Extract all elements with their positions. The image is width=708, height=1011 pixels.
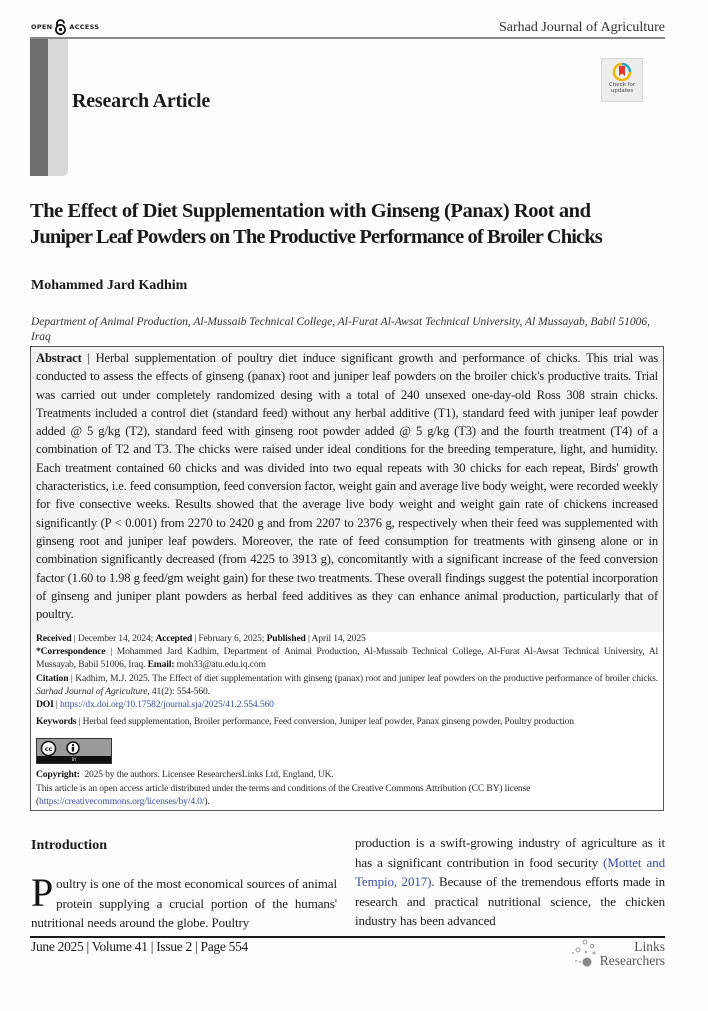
- correspondence-label: *Correspondence: [36, 646, 106, 658]
- published-label: Published: [266, 633, 306, 644]
- publisher-logo: [567, 937, 667, 971]
- author-name: Mohammed Jard Kadhim: [31, 278, 188, 293]
- article-title-line2: Juniper Leaf Powders on The Productive Performance of Broiler Chicks: [30, 226, 602, 248]
- article-title: [30, 198, 670, 250]
- abstract-label: Abstract: [36, 351, 82, 365]
- received-date: December 14, 2024;: [77, 633, 154, 644]
- introduction-column-1: [31, 870, 337, 933]
- abstract-section: [31, 347, 663, 632]
- citation-label: Citation: [36, 672, 69, 684]
- citation-link[interactable]: (Mottet and Tempio, 2017): [355, 854, 665, 889]
- drop-cap: P: [31, 870, 54, 915]
- publisher-name-line2: Researchers: [599, 953, 665, 968]
- check-for-updates-button[interactable]: [601, 58, 643, 102]
- creative-commons-icon: [40, 740, 86, 757]
- accepted-label: Accepted: [155, 633, 193, 644]
- issue-info: June 2025 | Volume 41 | Issue 2 | Page 554: [31, 939, 248, 954]
- correspondence-text: Mohammed Jard Kadhim, Department of Animal Production, Al-Mussaib Technical College, Al-Furat Al-Awsat Technical University, Al Mussayab, Babil 51006, Iraq.: [36, 646, 658, 671]
- citation-journal: Sarhad Journal of Agriculture,: [36, 685, 150, 697]
- accepted-date: February 6, 2025;: [198, 633, 265, 644]
- introduction-column-2: [355, 833, 665, 931]
- citation-text: Kadhim, M.J. 2025. The Effect of diet supplementation with ginseng (panax) root and juniper leaf powders on the productive performance of broiler chicks.: [75, 672, 658, 684]
- introduction-heading: Introduction: [31, 838, 107, 853]
- header-divider: [30, 37, 665, 39]
- introduction-col2-text-after: . Because of the tremendous efforts made in research and practical nutritional science, the chicken industry has been advanced: [355, 874, 665, 928]
- citation-volume-pages: 41(2): 554-560.: [151, 685, 210, 697]
- copyright-label: Copyright:: [36, 769, 80, 781]
- doi-link[interactable]: https://dx.doi.org/10.17582/journal.sja/2025/41.2.554.560: [59, 699, 274, 711]
- citation-row: Citation | Kadhim, M.J. 2025. The Effect of diet supplementation with ginseng (panax) root and juniper leaf powders on the productive performance of broiler chicks. Sarhad Journal of Agriculture, 41(2): 554-560.: [36, 672, 658, 697]
- copyright-row: [36, 768, 658, 781]
- license-link[interactable]: https://creativecommons.org/licenses/by/4.0/: [39, 795, 205, 807]
- abstract-text: Herbal supplementation of poultry diet induce significant growth and performance of chicks. This trial was conducted to assess the effects of ginseng (panax) root and juniper leaf powders on the broiler chick's productive traits. Trial was carried out under completely randomized desing with a total of 240 unsexed one-day-old Ross 308 strain chicks. Treatments included a control diet (standard feed) without any herbal additive (T1), standard feed with juniper leaf powder added @ 5 g/kg (T2), standard feed with ginseng root powder added @ 5 g/kg (T3) and the fourth treatment (T4) of a combination of T2 and T3. The chicks were raised under ideal conditions for the breeding temperature, light, and humidity. Each treatment contained 60 chicks and was divided into two equal repeats with 30 chicks for each repeat, Birds' growth characteristics, i.e. feed consumption, feed conversion factor, weight gain and average live body weight, were recorded weekly for five consective weeks. Results showed that the average live body weight and weight gain rate of chickens increased significantly (P < 0.001) from 2270 to 2420 g and from 2207 to 2376 g, respectively when their feed was supplemented with ginseng root and juniper leaf powders. Moreover, the rate of feed consumption for treatments with ginseng alone or in combination significantly decreased (from 4225 to 3913 g), concomitantly with a significant increase of the feed conversion factor (1.60 to 1.98 g feed/gm weight gain) for these two treatments. These overall findings suggest the potential incorporation of ginseng and juniper plant powders as herbal feed additives as they can enhance animal production, particularly that of poultry.: [36, 351, 659, 622]
- email-label: Email:: [147, 659, 175, 671]
- side-bar-light: [48, 39, 68, 176]
- check-for-updates-line1: Check for: [608, 82, 636, 88]
- open-lock-icon: [54, 19, 67, 35]
- keywords-label: Keywords: [36, 716, 77, 728]
- license-end: ).: [204, 795, 210, 807]
- copyright-text: 2025 by the authors. Licensee ResearchersLinks Ltd, England, UK.: [84, 769, 334, 781]
- open-access-left-text: OPEN: [31, 23, 53, 31]
- article-title-line1: The Effect of Diet Supplementation with Ginseng (Panax) Root and: [30, 200, 591, 222]
- license-text: This article is an open access article distributed under the terms and conditions of the Creative Commons Attribution (CC BY) license (: [36, 782, 531, 807]
- keywords-row: Keywords | Herbal feed supplementation, Broiler performance, Feed conversion, Juniper leaf powder, Panax ginseng powder, Poultry production: [36, 716, 574, 728]
- email-address[interactable]: moh33@atu.edu.iq.com: [176, 659, 266, 671]
- author-affiliation: Department of Animal Production, Al-Mussaib Technical College, Al-Furat Al-Awsat Technical University, Al Mussayab, Babil 51006, Iraq: [31, 316, 650, 343]
- journal-name: Sarhad Journal of Agriculture: [498, 20, 665, 35]
- license-row: [36, 782, 658, 808]
- bookmark-ring-icon: [612, 62, 632, 82]
- correspondence-row: *Correspondence | Mohammed Jard Kadhim, Department of Animal Production, Al-Mussaib Technical College, Al-Furat Al-Awsat Technical University, Al Mussayab, Babil 51006, Iraq. Email: moh33@atu.edu.iq.com: [36, 646, 658, 671]
- doi-row: DOI | https://dx.doi.org/10.17582/journal.sja/2025/41.2.554.560: [36, 699, 274, 711]
- doi-label: DOI: [36, 699, 54, 711]
- side-bar-dark: [30, 39, 48, 176]
- dates-row: Received | December 14, 2024; Accepted | February 6, 2025; Published | April 14, 2025: [36, 633, 366, 644]
- introduction-col1-text: oultry is one of the most economical sources of animal protein supplying a crucial portion of the humans' nutritional needs around the globe. Poultry: [31, 876, 337, 930]
- check-for-updates-line2: updates: [610, 88, 634, 94]
- abstract-separator: |: [81, 351, 96, 365]
- article-metadata: [31, 632, 663, 808]
- publisher-name: [600, 940, 665, 968]
- abstract-box: [30, 346, 664, 811]
- publisher-name-line1: Links: [634, 939, 665, 954]
- keywords-text: Herbal feed supplementation, Broiler performance, Feed conversion, Juniper leaf powder, Panax ginseng powder, Poultry production: [82, 716, 574, 728]
- cc-by-label: BY: [37, 756, 111, 763]
- open-access-right-text: ACCESS: [69, 23, 100, 31]
- cc-by-license-badge[interactable]: [36, 738, 112, 764]
- article-type-heading: Research Article: [72, 90, 211, 112]
- received-label: Received: [36, 633, 72, 644]
- published-date: April 14, 2025: [311, 633, 366, 644]
- open-access-logo: [31, 19, 99, 35]
- introduction-col2-text-before: production is a swift-growing industry of agriculture as it has a significant contribution in food security: [355, 835, 665, 870]
- svg-text:cc: cc: [44, 745, 53, 754]
